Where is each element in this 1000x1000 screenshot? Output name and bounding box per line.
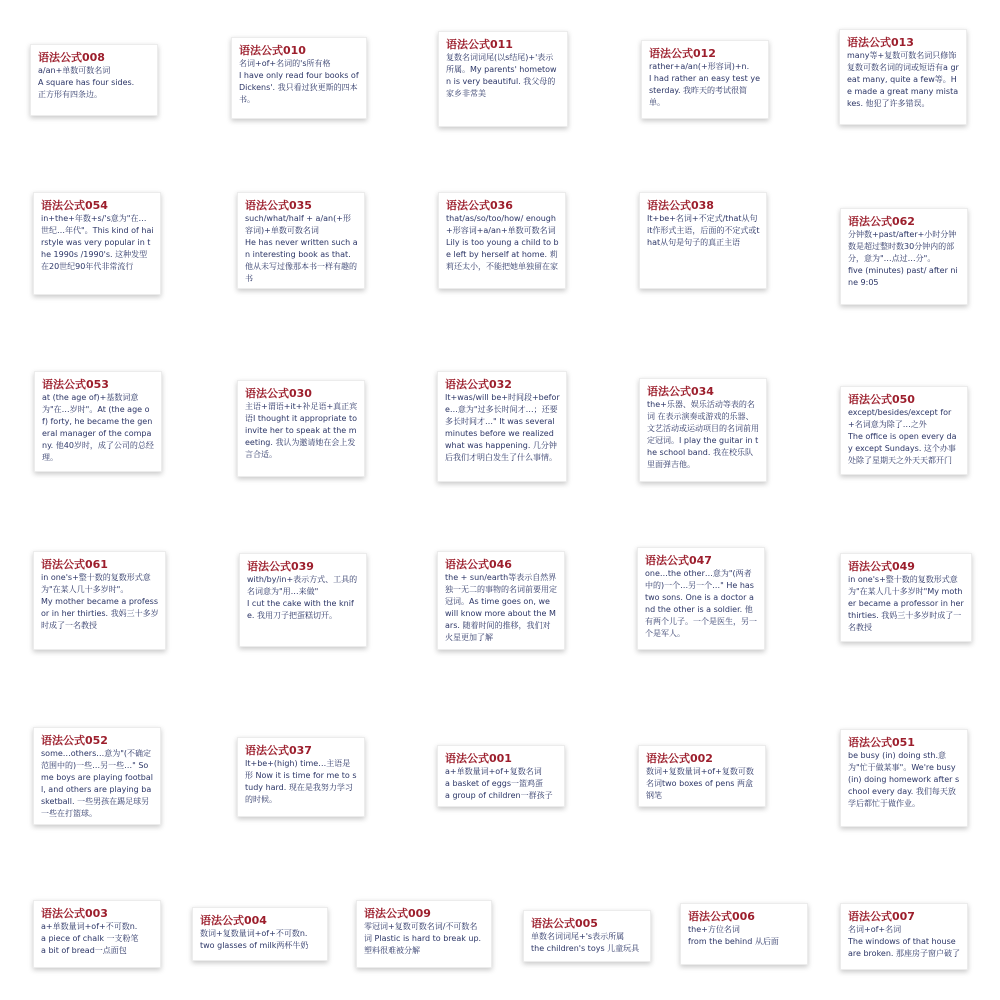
grammar-card xyxy=(437,745,565,807)
card-body: the+乐器、娱乐活动等表的名词 在表示演奏或游戏的乐器、文艺活动或运动项目的名词前用定冠词。I play the guitar in the school band. 我在校乐队里面弹吉他。 xyxy=(647,400,759,469)
card-body: at (the age of)+基数词意为"在…岁时"。At (the age of) forty, he became the general manager of the company. 他40岁时，成了公司的总经理。 xyxy=(42,393,154,462)
card-title: 语法公式007 xyxy=(848,910,915,923)
card-title: 语法公式030 xyxy=(245,387,312,400)
card-title: 语法公式008 xyxy=(38,51,105,64)
grammar-card xyxy=(638,745,766,807)
card-title: 语法公式001 xyxy=(445,752,512,765)
card-body: rather+a/an(+形容词)+n. I had rather an easy test yesterday. 我昨天的考试很简单。 xyxy=(649,62,760,107)
card-body: It+was/will be+时间段+before…意为"过多长时间才…；还要多长时间才…" It was several minutes before we realized what was happening. 几分钟后我们才明白发生了什么事情。 xyxy=(445,393,560,462)
grammar-card xyxy=(437,551,565,650)
grammar-card xyxy=(637,547,765,650)
card-title: 语法公式036 xyxy=(446,199,513,212)
grammar-card xyxy=(840,386,968,475)
card-body: a/an+单数可数名词 A square has four sides. 正方形有四条边。 xyxy=(38,66,135,99)
card-title: 语法公式051 xyxy=(848,736,915,749)
grammar-card xyxy=(192,907,328,961)
card-body: the + sun/earth等表示自然界独一无二的事物的名词前要用定冠词。As time goes on, we will know more about the Mars. 随着时间的推移，我们对火星更加了解 xyxy=(445,573,557,642)
card-title: 语法公式054 xyxy=(41,199,108,212)
card-body: in one's+整十数的复数形式意为"在某人几十多岁时"My mother became a professor in her thirties. 我妈三十多岁时成了一名教授 xyxy=(848,575,964,632)
card-body: be busy (in) doing sth.意为"忙于做某事"。We're busy (in) doing homework after school every day. 我们每天放学后都忙于做作业。 xyxy=(848,751,960,808)
grammar-card xyxy=(523,910,651,962)
card-title: 语法公式034 xyxy=(647,385,714,398)
card-title: 语法公式005 xyxy=(531,917,598,930)
grammar-card xyxy=(438,31,568,127)
card-title: 语法公式013 xyxy=(847,36,914,49)
card-body: 主语+谓语+it+补足语+真正宾语I thought it appropriate to invite her to speak at the meeting. 我认为邀请她在会上发言合适。 xyxy=(245,402,358,459)
card-title: 语法公式032 xyxy=(445,378,512,391)
grammar-card xyxy=(680,903,808,965)
card-body: 名词+of+名词 The windows of that house are broken. 那座房子窗户破了 xyxy=(848,925,960,958)
card-body: except/besides/except for+名词意为除了…之外 The office is open every day except Sundays. 这个办事处除了星期天之外天天都开门 xyxy=(848,408,957,465)
card-title: 语法公式050 xyxy=(848,393,915,406)
card-title: 语法公式038 xyxy=(647,199,714,212)
grammar-card xyxy=(30,44,158,116)
card-body: in+the+年数+s/'s意为"在…世纪…年代"。This kind of hairstyle was very popular in the 1990s /1990's. 这种发型在20世纪90年代非常流行 xyxy=(41,214,154,271)
card-body: many等+复数可数名词只修饰复数可数名词的词或短语有a great many, quite a few等。He made a great many mistakes. 他犯了许多错误。 xyxy=(847,51,959,108)
card-title: 语法公式009 xyxy=(364,907,431,920)
grammar-card xyxy=(839,29,967,125)
card-title: 语法公式012 xyxy=(649,47,716,60)
card-body: that/as/so/too/how/ enough+形容词+a/an+单数可数名词 Lily is too young a child to be left by herself at home. 莉莉还太小，不能把她单独留在家 xyxy=(446,214,559,271)
card-body: 单数名词词尾+'s表示所属 the children's toys 儿童玩具 xyxy=(531,932,640,953)
grammar-card xyxy=(840,903,968,970)
card-title: 语法公式011 xyxy=(446,38,513,51)
card-title: 语法公式004 xyxy=(200,914,267,927)
card-body: such/what/half + a/an(+形容词)+单数可数名词 He has never written such an interesting book as that. 他从未写过像那本书一样有趣的书 xyxy=(245,214,358,283)
card-body: with/by/in+表示方式、工具的名词意为"用…来做" I cut the cake with the knife. 我用刀子把蛋糕切开。 xyxy=(247,575,358,620)
card-title: 语法公式052 xyxy=(41,734,108,747)
grammar-card xyxy=(237,380,365,477)
grammar-card xyxy=(33,192,161,295)
grammar-card xyxy=(840,729,968,827)
card-title: 语法公式062 xyxy=(848,215,915,228)
card-body: 名词+of+名词的's所有格 I have only read four books of Dickens'. 我只看过狄更斯的四本书。 xyxy=(239,59,359,104)
grammar-card xyxy=(231,37,367,119)
grammar-card xyxy=(237,737,365,817)
card-body: a+单数量词+of+不可数n. a piece of chalk 一支粉笔 a bit of bread一点面包 xyxy=(41,922,139,955)
grammar-card xyxy=(237,192,365,289)
grammar-card xyxy=(438,192,566,289)
card-title: 语法公式061 xyxy=(41,558,108,571)
grammar-card xyxy=(34,371,162,472)
grammar-card xyxy=(239,553,367,647)
card-body: in one's+整十数的复数形式意为"在某人几十多岁时"。 My mother became a professor in her thirties. 我妈三十多岁时成了一名教授 xyxy=(41,573,159,630)
card-body: 数词+复数量词+of+不可数n. two glasses of milk两杯牛奶 xyxy=(200,929,309,950)
grammar-card xyxy=(33,727,161,825)
grammar-card xyxy=(356,900,492,968)
card-body: a+单数量词+of+复数名词 a basket of eggs一篮鸡蛋 a group of children一群孩子 xyxy=(445,767,553,800)
card-body: some…others…意为"(不确定范围中的)一些…另一些…" Some boys are playing football, and others are playing basketball. 一些男孩在踢足球另一些在打篮球。 xyxy=(41,749,153,818)
card-body: the+方位名词 from the behind 从后面 xyxy=(688,925,779,946)
card-title: 语法公式035 xyxy=(245,199,312,212)
card-title: 语法公式002 xyxy=(646,752,713,765)
card-title: 语法公式047 xyxy=(645,554,712,567)
grammar-card xyxy=(840,553,972,642)
card-title: 语法公式049 xyxy=(848,560,915,573)
card-body: 复数名词词尾(以s结尾)+'表示所属。My parents' hometown is very beautiful. 我父母的家乡非常美 xyxy=(446,53,557,98)
grammar-card xyxy=(639,192,767,289)
grammar-card xyxy=(33,551,166,650)
card-body: It+be+(high) time…主语是形 Now it is time for me to study hard. 现在是我努力学习的时候。 xyxy=(245,759,357,804)
card-title: 语法公式003 xyxy=(41,907,108,920)
card-body: 零冠词+复数可数名词/不可数名词 Plastic is hard to break up. 塑料很难被分解 xyxy=(364,922,482,955)
card-body: 数词+复数量词+of+复数可数名词two boxes of pens 两盒钢笔 xyxy=(646,767,754,800)
card-body: 分钟数+past/after+小时分钟数是超过整时数30分钟内的部分，意为"…点过…分"。 five (minutes) past/ after nine 9:05 xyxy=(848,230,958,287)
card-title: 语法公式006 xyxy=(688,910,755,923)
card-title: 语法公式046 xyxy=(445,558,512,571)
card-title: 语法公式010 xyxy=(239,44,306,57)
card-title: 语法公式037 xyxy=(245,744,312,757)
grammar-card xyxy=(639,378,767,482)
grammar-card xyxy=(641,40,769,119)
card-body: It+be+名词+不定式/that从句 it作形式主语，后面的不定式或that从句是句子的真正主语 xyxy=(647,214,760,247)
card-title: 语法公式053 xyxy=(42,378,109,391)
card-body: one…the other…意为"(两者中的)一个…另一个…" He has two sons. One is a doctor and the other is a soldier. 他有两个儿子。一个是医生，另一个是军人。 xyxy=(645,569,757,638)
grammar-card xyxy=(840,208,968,305)
grammar-card xyxy=(437,371,567,482)
card-title: 语法公式039 xyxy=(247,560,314,573)
grammar-card xyxy=(33,900,161,968)
